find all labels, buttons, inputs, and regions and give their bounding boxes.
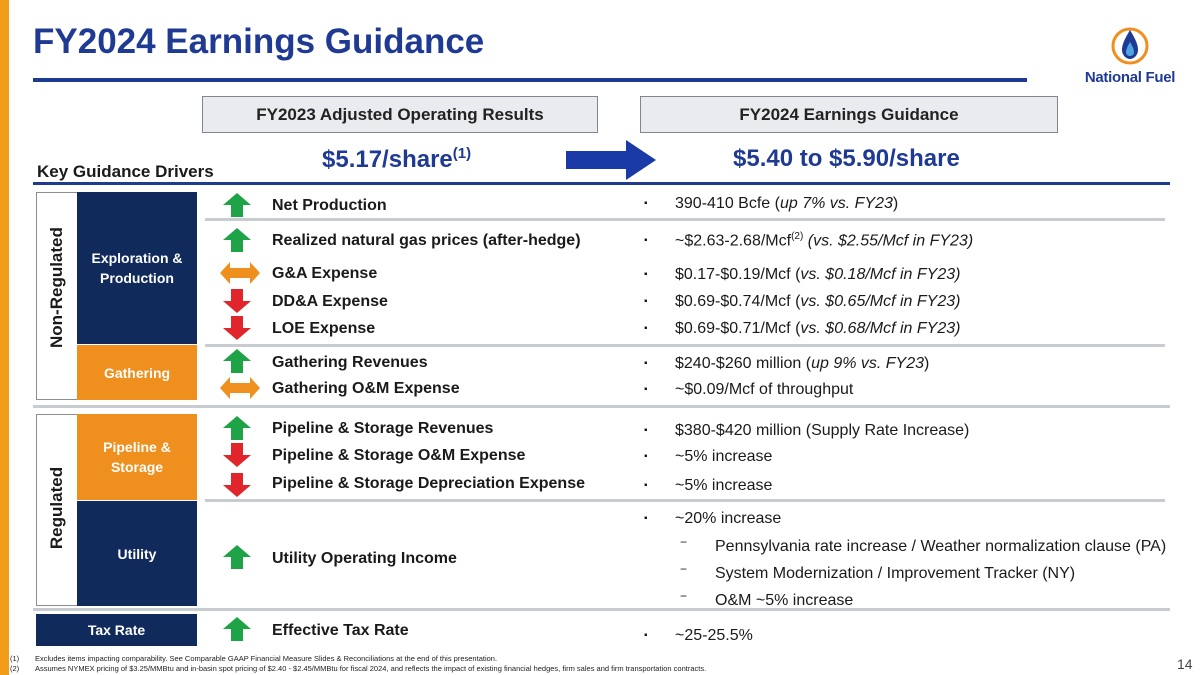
bullet: ▪	[644, 296, 648, 307]
driver-value	[644, 320, 960, 338]
bullet: ▪	[644, 235, 648, 247]
flat-double-arrow-icon	[220, 262, 260, 284]
fy2023-eps-footnote: (1)	[452, 145, 472, 162]
up-arrow-icon	[222, 617, 252, 641]
fy2023-eps-value: $5.17/share	[322, 146, 453, 173]
segment-label: Utility	[117, 545, 157, 562]
segment-label: Tax Rate	[87, 622, 146, 638]
value-note: vs. $0.18/Mcf in FY23)	[800, 266, 961, 283]
subitem-text: Pennsylvania rate increase / Weather normalization clause (PA)	[715, 538, 1167, 555]
footnote-text: Assumes NYMEX pricing of $3.25/MMBtu and in-basin spot pricing of $2.40 - $2.45/MMBtu for fiscal 2024, and reflects the impact of existing financial hedges, firm sales and firm transportation contracts.	[35, 664, 707, 673]
logo-text: National Fuel	[1084, 69, 1176, 86]
driver-item: Gathering Revenues	[272, 354, 428, 371]
down-arrow-icon	[222, 473, 252, 497]
segment-gathering	[77, 345, 197, 400]
driver-item: G&A Expense	[272, 265, 378, 282]
footnote-text: Excludes items impacting comparability. See Comparable GAAP Financial Measure Slides & Reconciliations at the end of this presentation.	[35, 654, 498, 663]
driver-subitem	[680, 562, 1075, 583]
value-note: (vs. $2.55/Mcf in FY23)	[803, 232, 974, 250]
fy2023-results-header: FY2023 Adjusted Operating Results	[202, 96, 598, 133]
segment-label: Exploration & Production	[91, 250, 183, 286]
value-text: ~20% increase	[675, 510, 782, 527]
driver-item: Pipeline & Storage Depreciation Expense	[272, 475, 585, 492]
value-text: $0.69-$0.74/Mcf (	[675, 293, 801, 310]
row-divider	[205, 218, 1165, 221]
bullet: ▪	[644, 425, 648, 436]
subitem-text: System Modernization / Improvement Tracker (NY)	[715, 565, 1076, 582]
driver-value	[644, 355, 929, 373]
driver-value	[644, 448, 772, 466]
header-rule	[33, 182, 1170, 185]
segment-exploration-production	[77, 192, 197, 344]
driver-item: Pipeline & Storage O&M Expense	[272, 447, 526, 464]
value-text: ~25-25.5%	[675, 627, 753, 644]
down-arrow-icon	[222, 289, 252, 313]
row-divider	[205, 499, 1165, 502]
driver-value	[644, 627, 753, 645]
section-divider	[33, 405, 1170, 408]
up-arrow-icon	[222, 416, 252, 440]
driver-value	[644, 422, 969, 440]
bullet: ▪	[644, 451, 648, 462]
bullet: ▪	[644, 323, 648, 334]
value-text: $0.17-$0.19/Mcf (	[675, 266, 801, 283]
footnote-number: (2)	[10, 664, 20, 673]
value-text: ~$0.09/Mcf of throughput	[675, 381, 854, 398]
driver-item: Utility Operating Income	[272, 550, 457, 567]
driver-item: Realized natural gas prices (after-hedge)	[272, 232, 581, 249]
fy2024-guidance-header: FY2024 Earnings Guidance	[640, 96, 1058, 133]
value-text: $240-$260 million (	[675, 355, 812, 372]
driver-item: Net Production	[272, 197, 387, 214]
bullet: ▪	[644, 384, 648, 395]
driver-item: LOE Expense	[272, 320, 376, 337]
bullet: ▪	[644, 480, 648, 491]
value-text: )	[924, 355, 930, 372]
driver-item: Pipeline & Storage Revenues	[272, 420, 494, 437]
value-text: )	[892, 195, 899, 212]
right-arrow-icon	[566, 140, 658, 180]
up-arrow-icon	[222, 545, 252, 569]
up-arrow-icon	[222, 193, 252, 217]
driver-value	[644, 381, 853, 399]
fy2023-eps	[322, 145, 471, 174]
driver-subitem	[680, 535, 1166, 556]
driver-value	[644, 266, 960, 284]
value-text: $0.69-$0.71/Mcf (	[675, 320, 801, 337]
fy2024-eps-guidance: $5.40 to $5.90/share	[733, 145, 960, 172]
up-arrow-icon	[222, 228, 252, 252]
footnote-number: (1)	[10, 654, 20, 663]
segment-pipeline-storage	[77, 414, 197, 500]
segment-utility	[77, 501, 197, 606]
down-arrow-icon	[222, 316, 252, 340]
flame-drop-icon	[1110, 24, 1150, 68]
row-divider	[205, 344, 1165, 347]
driver-value	[644, 510, 781, 528]
driver-item: Gathering O&M Expense	[272, 380, 460, 397]
value-text: $380-$420 million (Supply Rate Increase)	[675, 422, 970, 439]
dash: −	[680, 562, 688, 576]
key-drivers-label: Key Guidance Drivers	[37, 162, 214, 181]
title-underline	[33, 78, 1027, 82]
bullet: ▪	[644, 198, 648, 209]
footnote	[10, 654, 497, 663]
value-text: ~5% increase	[675, 448, 773, 465]
dash: −	[680, 589, 688, 603]
dash: −	[680, 535, 688, 549]
subitem-text: O&M ~5% increase	[715, 592, 854, 609]
driver-item: Effective Tax Rate	[272, 622, 409, 639]
segment-tax-rate	[36, 614, 197, 646]
bullet: ▪	[644, 358, 648, 369]
driver-value	[644, 477, 772, 495]
left-accent-bar	[0, 0, 9, 675]
value-note: vs. $0.65/Mcf in FY23)	[800, 293, 961, 310]
non-regulated-label: Non-Regulated	[47, 227, 66, 348]
driver-item: DD&A Expense	[272, 293, 388, 310]
value-footnote: (2)	[791, 231, 804, 242]
down-arrow-icon	[222, 443, 252, 467]
driver-value	[644, 195, 898, 213]
bullet: ▪	[644, 269, 648, 280]
bullet: ▪	[644, 630, 648, 641]
value-note: up 7% vs. FY23	[779, 195, 893, 212]
driver-value	[644, 293, 960, 311]
bullet: ▪	[644, 513, 648, 524]
regulated-label: Regulated	[47, 466, 66, 550]
value-note: up 9% vs. FY23	[811, 355, 925, 372]
driver-value	[644, 231, 973, 250]
page-number: 14	[1177, 656, 1193, 672]
footnote	[10, 664, 706, 673]
section-divider	[33, 608, 1170, 611]
up-arrow-icon	[222, 349, 252, 373]
value-text: ~$2.63-2.68/Mcf	[675, 232, 792, 250]
flat-double-arrow-icon	[220, 377, 260, 399]
page-title: FY2024 Earnings Guidance	[33, 22, 485, 61]
segment-label: Pipeline & Storage	[103, 439, 171, 475]
value-text: ~5% increase	[675, 477, 773, 494]
value-text: 390-410 Bcfe (	[675, 195, 780, 212]
company-logo	[1072, 24, 1188, 92]
value-note: vs. $0.68/Mcf in FY23)	[800, 320, 961, 337]
segment-label: Gathering	[103, 364, 171, 381]
driver-subitem	[680, 589, 853, 610]
